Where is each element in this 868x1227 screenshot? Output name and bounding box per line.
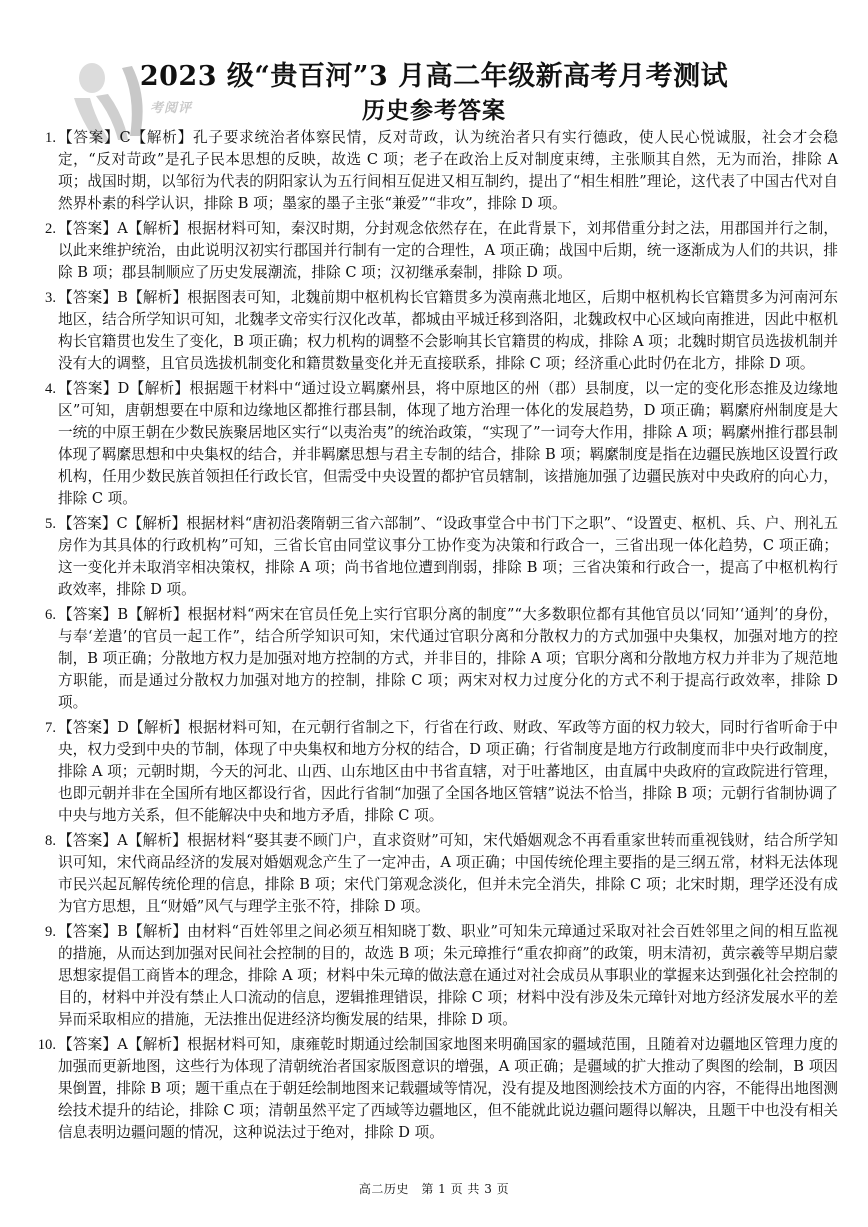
answer-text: 【答案】B【解析】由材料“百姓邻里之间必须互相知晓丁数、职业”可知朱元璋通过采取对社会百姓邻里之间的相互监视的措施，从而达到加强对民间社会控制的目的，故选 B 项；朱元璋推行“重农抑商”的政策，明末清初，黄宗羲等早期启蒙思想家提倡工商皆本的理念，排除 A 项；材料中朱元璋的做法意在通过对社会成员从事职业的掌握来达到强化社会控制的目的，材料中并没有禁止人口流动的信息，逻辑推理错误，排除 C 项；材料中没有涉及朱元璋针对地方经济发展水平的差异而采取相应的措施，无法推出促进经济均衡发展的结果，排除 D 项。 xyxy=(58,923,838,1028)
answer-item-5 xyxy=(30,513,838,601)
answer-item-9 xyxy=(30,921,838,1031)
page-subtitle: 历史参考答案 xyxy=(362,97,506,124)
answer-text: 【答案】B【解析】根据图表可知，北魏前期中枢机构长官籍贯多为漠南燕北地区，后期中枢机构长官籍贯多为河南河东地区，结合所学知识可知，北魏孝文帝实行汉化改革，都城由平城迁移到洛阳，北魏政权中心区域向南推进，因此中枢机构长官籍贯也发生了变化，B 项正确；权力机构的调整不会影响其长官籍贯的构成，排除 A 项；北魏时期官员选拔机制并没有大的调整，且官员选拔机制变化和籍贯数量变化并无直接联系，排除 C 项；经济重心此时仍在北方，排除 D 项。 xyxy=(58,289,838,372)
answer-text: 【答案】A【解析】根据材料“娶其妻不顾门户，直求资财”可知，宋代婚姻观念不再看重家世转而重视钱财，结合所学知识可知，宋代商品经济的发展对婚姻观念产生了一定冲击，A 项正确；中国传统伦理主要指的是三纲五常，材料无法体现市民兴起瓦解传统伦理的信息，排除 B 项；宋代门第观念淡化，但并未完全消失，排除 C 项；北宋时期，理学还没有成为官方思想，且“财婚”风气与理学主张不符，排除 D 项。 xyxy=(58,832,838,915)
answer-number: 3. xyxy=(45,290,56,306)
answer-item-4 xyxy=(30,378,838,510)
answer-number: 2. xyxy=(45,221,56,237)
answer-text: 【答案】C【解析】根据材料“唐初沿袭隋朝三省六部制”、“设政事堂合中书门下之职”、“设置吏、枢机、兵、户、刑礼五房作为其具体的行政机构”可知，三省长官由同堂议事分工协作变为决策和行政合一，三省出现一体化趋势，C 项正确；这一变化并未取消宰相决策权，排除 A 项；尚书省地位遭到削弱，排除 B 项；三省决策和行政合一，提高了中枢机构行政效率，排除 D 项。 xyxy=(58,515,838,598)
answer-number: 6. xyxy=(45,607,56,623)
answer-text: 【答案】C【解析】孔子要求统治者体察民情，反对苛政，认为统治者只有实行德政，使人民心悦诚服，社会才会稳定，“反对苛政”是孔子民本思想的反映，故选 C 项；老子在政治上反对制度束缚，主张顺其自然，无为而治，排除 A 项；战国时期，以邹衍为代表的阴阳家认为五行间相互促进又相互制约，提出了“相生相胜”理论，这代表了中国古代对自然界朴素的科学认识，排除 B 项；墨家的墨子主张“兼爱”“非攻”，排除 D 项。 xyxy=(58,129,838,212)
answer-text: 【答案】B【解析】根据材料“两宋在官员任免上实行官职分离的制度”“大多数职位都有其他官员以‘同知’‘通判’的身份，与奉‘差遣’的官员一起工作”，结合所学知识可知，宋代通过官职分离和分散权力的方式加强中央集权，加强对地方的控制，B 项正确；分散地方权力是加强对地方控制的方式，并非目的，排除 A 项；官职分离和分散地方权力并非为了规范地方职能，而是通过分散权力加强对地方的控制，排除 C 项；两宋对权力过度分化的方式不利于提高行政效率，排除 D 项。 xyxy=(58,606,838,711)
answer-item-10 xyxy=(30,1034,838,1144)
answer-number: 10. xyxy=(37,1037,56,1053)
answer-number: 8. xyxy=(45,833,56,849)
page-footer: 高二历史 第 1 页 共 3 页 xyxy=(358,1182,510,1196)
answer-number: 9. xyxy=(45,924,56,940)
page-title: 2023 级“贵百河”3 月高二年级新高考月考测试 xyxy=(139,61,729,92)
answer-item-3 xyxy=(30,287,838,375)
answer-item-1 xyxy=(30,127,838,215)
answer-list xyxy=(30,127,838,1147)
logo-text: 考阅评 xyxy=(150,101,193,116)
answer-text: 【答案】D【解析】根据材料可知，在元朝行省制之下，行省在行政、财政、军政等方面的权力较大，同时行省听命于中央，权力受到中央的节制，体现了中央集权和地方分权的结合，D 项正确；行省制度是地方行政制度而非中央行政制度，排除 A 项；元朝时期，今天的河北、山西、山东地区由中书省直辖，对于吐蕃地区，由直属中央政府的宣政院进行管理，也即元朝并非在全国所有地区都设行省，因此行省制“加强了全国各地区管辖”说法不恰当，排除 B 项；元朝行省制协调了中央与地方关系，但不能解决中央和地方矛盾，排除 C 项。 xyxy=(58,719,838,824)
answer-number: 4. xyxy=(45,381,56,397)
answer-text: 【答案】A【解析】根据材料可知，康雍乾时期通过绘制国家地图来明确国家的疆域范围，且随着对边疆地区管理力度的加强而更新地图，这些行为体现了清朝统治者国家版图意识的增强，A 项正确；是疆域的扩大推动了舆图的绘制，B 项因果倒置，排除 B 项；题干重点在于朝廷绘制地图来记载疆域等情况，没有提及地图测绘技术方面的内容，不能得出地图测绘技术提升的结论，排除 C 项；清朝虽然平定了西域等边疆地区，但不能就此说边疆问题得以解决，且题干中也没有相关信息表明边疆问题的情况，这种说法过于绝对，排除 D 项。 xyxy=(58,1036,838,1141)
answer-number: 5. xyxy=(45,516,56,532)
answer-item-8 xyxy=(30,830,838,918)
answer-item-7 xyxy=(30,717,838,827)
answer-item-2 xyxy=(30,218,838,284)
answer-text: 【答案】A【解析】根据材料可知，秦汉时期，分封观念依然存在，在此背景下，刘邦借重分封之法，用郡国并行之制，以此来维护统治，由此说明汉初实行郡国并行制有一定的合理性，A 项正确；战国中后期，统一逐渐成为人们的共识，排除 B 项；郡县制顺应了历史发展潮流，排除 C 项；汉初继承秦制，排除 D 项。 xyxy=(58,220,838,281)
answer-number: 1. xyxy=(45,130,56,146)
answer-text: 【答案】D【解析】根据题干材料中“通过设立羁縻州县，将中原地区的州（郡）县制度，以一定的变化形态推及边缘地区”可知，唐朝想要在中原和边缘地区都推行郡县制，体现了地方治理一体化的发展趋势，D 项正确；羁縻府州制度是大一统的中原王朝在少数民族聚居地区实行“以夷治夷”的统治政策，“实现了”一词夸大作用，排除 A 项；羁縻州推行郡县制体现了羁縻思想和中央集权的结合，并非羁縻思想与君主专制的结合，排除 B 项；羁縻制度是指在边疆民族地区设置行政机构，任用少数民族首领担任行政长官，但需受中央设置的都护官员辖制，该措施加强了边疆民族对中央政府的向心力，排除 C 项。 xyxy=(58,380,838,507)
answer-number: 7. xyxy=(45,720,56,736)
answer-item-6 xyxy=(30,604,838,714)
